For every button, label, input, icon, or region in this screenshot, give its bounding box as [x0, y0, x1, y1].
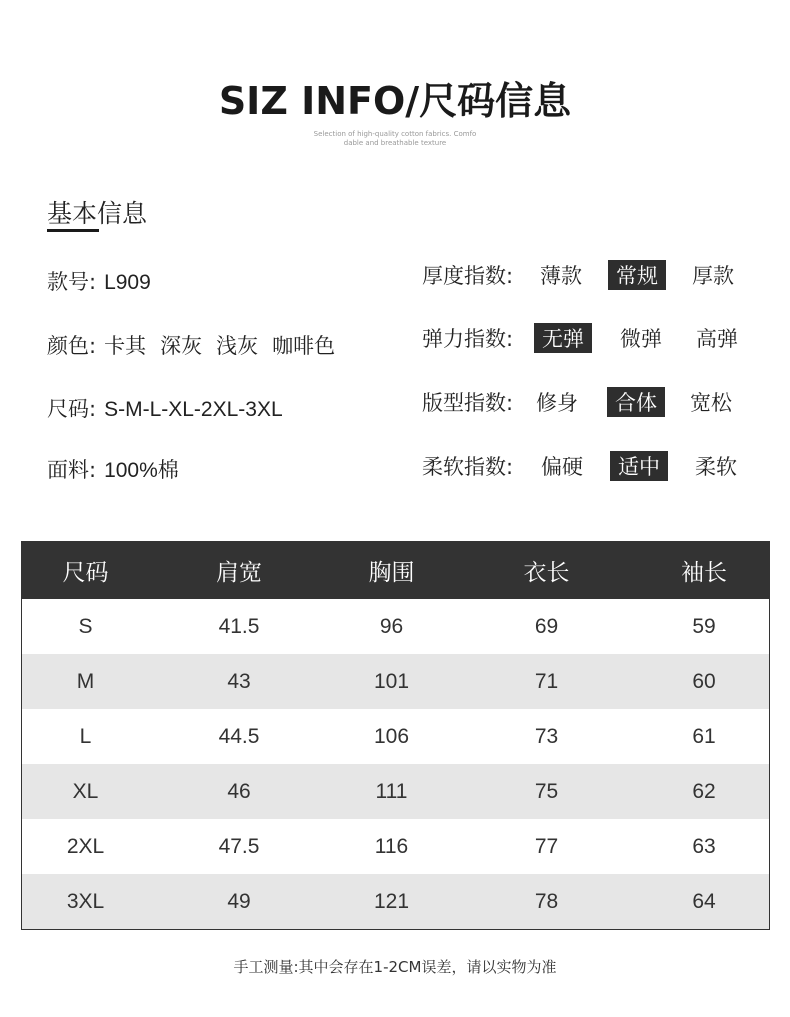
- color-label: 颜色:: [47, 334, 97, 358]
- section-title-basic: 基本信息: [47, 199, 148, 228]
- section-underline: [47, 229, 99, 232]
- table-cell: 59: [692, 614, 716, 638]
- table-cell: 47.5: [218, 834, 260, 858]
- fabric-label: 面料:: [47, 458, 97, 482]
- index-row-softness: [422, 451, 762, 483]
- index-label: 厚度指数:: [422, 264, 514, 288]
- table-cell: XL: [72, 779, 99, 803]
- table-cell: 2XL: [66, 834, 105, 858]
- color-row: [47, 330, 349, 360]
- header-cell: 衣长: [523, 560, 570, 586]
- table-cell: 46: [227, 779, 251, 803]
- index-option-selected: 合体: [607, 387, 665, 417]
- style-number-row: [47, 266, 151, 296]
- table-cell: 3XL: [66, 889, 105, 913]
- color-option: 深灰: [160, 334, 203, 358]
- subtitle-line-1: Selection of high-quality cotton fabrics. Comfo: [313, 130, 477, 138]
- index-option-selected: 无弹: [534, 323, 592, 353]
- index-label: 弹力指数:: [422, 327, 514, 351]
- table-cell: 64: [692, 889, 716, 913]
- table-cell: M: [76, 669, 95, 693]
- index-option-selected: 适中: [610, 451, 668, 481]
- index-option: 柔软: [695, 455, 737, 479]
- table-row: [22, 874, 769, 929]
- index-option: 修身: [536, 391, 578, 415]
- fabric-value: 100%棉: [104, 459, 179, 482]
- table-cell: 73: [534, 724, 559, 748]
- color-option: 浅灰: [216, 334, 259, 358]
- header-cell: 袖长: [681, 560, 727, 586]
- index-option: 偏硬: [541, 455, 583, 479]
- table-cell: 43: [227, 669, 251, 693]
- table-cell: S: [78, 614, 93, 638]
- table-row: [22, 819, 769, 874]
- index-row-thickness: [422, 260, 762, 292]
- table-cell: 63: [692, 834, 716, 858]
- table-cell: 41.5: [218, 614, 260, 638]
- index-option: 薄款: [540, 264, 582, 288]
- table-cell: 62: [692, 779, 716, 803]
- index-option: 宽松: [690, 391, 732, 415]
- size-table: [21, 541, 770, 930]
- page-subtitle: [0, 130, 790, 148]
- table-cell: 101: [373, 669, 410, 693]
- table-cell: L: [79, 724, 92, 748]
- table-row: [22, 764, 769, 819]
- table-cell: 121: [373, 889, 410, 913]
- table-cell: 77: [534, 834, 559, 858]
- table-cell: 75: [534, 779, 559, 803]
- style-number-label: 款号:: [47, 270, 97, 294]
- table-cell: 61: [692, 724, 716, 748]
- table-row: [22, 654, 769, 709]
- index-option-selected: 常规: [608, 260, 666, 290]
- size-label: 尺码:: [47, 397, 97, 421]
- index-option: 微弹: [620, 327, 662, 351]
- index-label: 版型指数:: [422, 391, 514, 415]
- index-option: 厚款: [692, 264, 734, 288]
- table-cell: 60: [692, 669, 716, 693]
- header-cell: 尺码: [62, 560, 109, 586]
- size-row: [47, 393, 283, 423]
- index-option: 高弹: [696, 327, 738, 351]
- table-cell: 71: [534, 669, 559, 693]
- table-cell: 96: [379, 614, 404, 638]
- table-row: [22, 599, 769, 654]
- index-row-elasticity: [422, 323, 762, 355]
- header-cell: 肩宽: [216, 560, 262, 586]
- table-cell: 44.5: [218, 724, 260, 748]
- color-option: 咖啡色: [272, 334, 336, 358]
- style-number-value: L909: [104, 271, 151, 294]
- size-value: S-M-L-XL-2XL-3XL: [104, 398, 283, 421]
- header-cell: 胸围: [368, 560, 415, 586]
- table-row: [22, 709, 769, 764]
- table-cell: 116: [374, 834, 409, 858]
- table-cell: 78: [534, 889, 559, 913]
- table-cell: 69: [534, 614, 559, 638]
- fabric-row: [47, 454, 179, 484]
- page-title: SIZ INFO/尺码信息: [218, 79, 572, 123]
- color-option: 卡其: [104, 334, 147, 358]
- size-table-header: [22, 542, 769, 599]
- table-cell: 106: [373, 724, 410, 748]
- table-cell: 49: [227, 889, 251, 913]
- measurement-note: 手工测量:其中会存在1-2CM误差，请以实物为准: [233, 958, 557, 976]
- subtitle-line-2: dable and breathable texture: [343, 139, 447, 147]
- index-label: 柔软指数:: [422, 455, 514, 479]
- table-cell: 111: [375, 779, 408, 803]
- index-row-fit: [422, 387, 762, 419]
